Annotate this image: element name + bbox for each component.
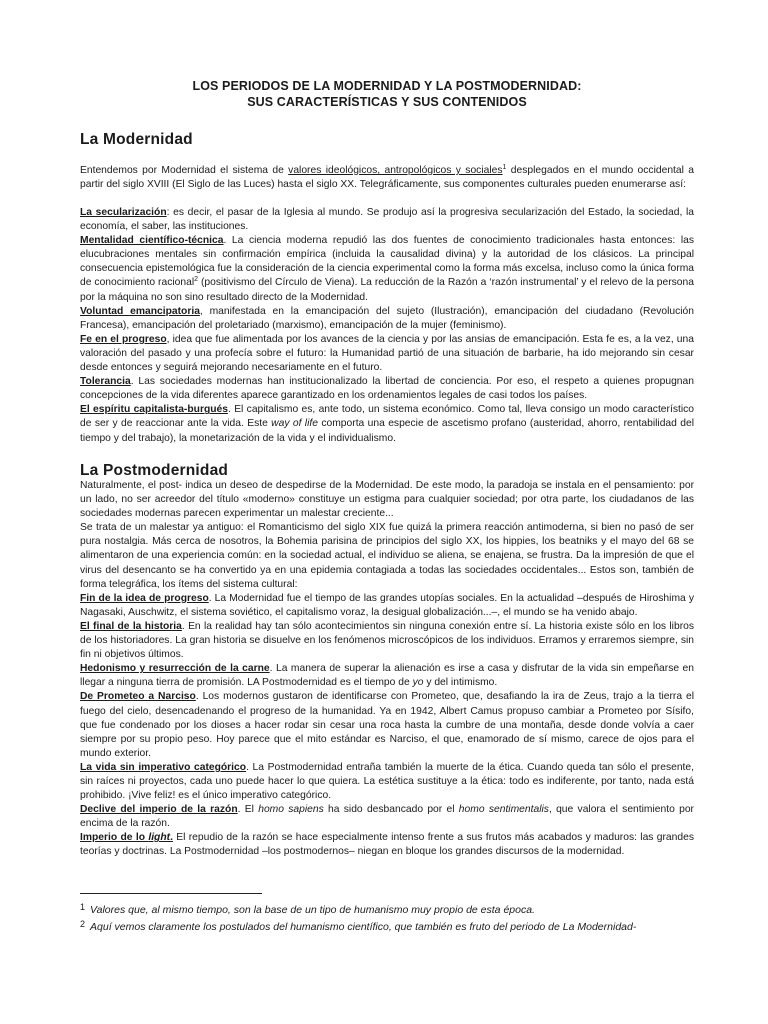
- footnote-ref-1: 1: [502, 164, 507, 171]
- footnote-1: 1 Valores que, al mismo tiempo, son la base de un tipo de humanismo muy propio de esta época.: [80, 902, 535, 916]
- list-item: La secularización: es decir, el pasar de la Iglesia al mundo. Se produjo así la progresiva secularización del Estado, la sociedad, la economía, el saber, las instituciones.: [80, 207, 694, 233]
- list-item: El espíritu capitalista-burgués. El capitalismo es, ante todo, un sistema económico. Como tal, lleva consigo un modo característico de ser y de reaccionar ante la vida. Este way of life comporta una especie de ascetismo profano (austeridad, ahorro, rentabilidad del tiempo y del trabajo), la monetarización de la vida y el individualismo.: [80, 404, 694, 444]
- list-item: Mentalidad científico-técnica. La ciencia moderna repudió las dos fuentes de conocimiento tradicionales hasta entonces: las elucubraciones mentales sin confirmación empírica (incluida la causalidad divina) y la autoridad de los clásicos. La principal consecuencia epistemológica fue la consideración de la ciencia experimental como la forma más excelsa, incluso como la única forma de conocimiento racional$^2$ (positivismo del Círculo de Viena). La reducción de la Razón a ‘razón instrumental’ y el relevo de la persona por la máquina no son sino resultado directo de la Modernidad.: [80, 235, 694, 303]
- footnote-divider: [80, 893, 262, 894]
- list-item: Declive del imperio de la razón. El homo sapiens ha sido desbancado por el homo sentimentalis, que valora el sentimiento por encima de la razón.: [80, 804, 694, 830]
- heading-postmodernidad: La Postmodernidad: [80, 462, 229, 479]
- footnote-2: 2 Aquí vemos claramente los postulados del humanismo científico, que también es fruto del periodo de La Modernidad-: [80, 919, 637, 933]
- title-line-1: LOS PERIODOS DE LA MODERNIDAD Y LA POSTMODERNIDAD:: [192, 79, 582, 93]
- list-item: Fin de la idea de progreso. La Modernidad fue el tiempo de las grandes utopías sociales. En la actualidad –después de Hiroshima y Nagasaki, Auschwitz, el sistema soviético, el capitalismo voraz, la desigual globalización...–, el mundo se ha venido abajo.: [80, 592, 694, 618]
- intro-underlined-phrase: valores ideológicos, antropológicos y sociales: [288, 165, 503, 176]
- document-title: [80, 78, 694, 110]
- footnote-ref-2: 2: [194, 276, 199, 284]
- paragraph: Naturalmente, el post- indica un deseo de despedirse de la Modernidad. De este modo, la paradoja se instala en el pensamiento: por un lado, no ser acreedor del título «moderno» constituye un estigma para cualquier sociedad; por otra parte, los ciudadanos de las sociedades modernas parecen experimentar un malestar creciente...: [80, 480, 694, 520]
- postmodernidad-body: [80, 479, 694, 860]
- list-item: Hedonismo y resurrección de la carne. La manera de superar la alienación es irse a casa y disfrutar de la vida sin empeñarse en llegar a ninguna tierra de promisión. LA Postmodernidad es el tiempo de yo y del intimismo.: [80, 663, 695, 689]
- modernidad-intro: Entendemos por Modernidad el sistema de valores ideológicos, antropológicos y sociales$^1$ desplegados en el mundo occidental a partir del siglo XVIII (El Siglo de las Luces) hasta el siglo XX. Telegráficamente, sus componentes culturales pueden enumerarse así:: [80, 164, 695, 191]
- list-item: La vida sin imperativo categórico. La Postmodernidad entraña también la muerte de la ética. Cuando queda tan sólo el presente, sin raíces ni proyectos, cada uno puede hacer lo que quiera. La estética sustituye a la ética: todo es indiferente, por tanto, nada está prohibido. ¡Vive feliz! es el único imperativo categórico.: [80, 761, 694, 802]
- list-item: El final de la historia. En la realidad hay tan sólo acontecimientos sin ninguna conexión entre sí. La historia existe sólo en los libros de los historiadores. La gran historia se disuelve en los fenómenos microscópicos de los individuos. Erramos y erraremos siempre, sin fin ni objetivos últimos.: [80, 620, 694, 661]
- heading-modernidad: La Modernidad: [80, 131, 193, 148]
- title-line-2: SUS CARACTERÍSTICAS Y SUS CONTENIDOS: [247, 95, 527, 109]
- paragraph: Se trata de un malestar ya antiguo: el Romanticismo del siglo XIX fue quizá la primera reacción antimoderna, si bien no pasó de ser pura nostalgia. Más cerca de nosotros, la Bohemia parisina de principios del siglo XX, los hippies, los beatniks y el mayo del 68 se alimentaron de una experiencia común: en la sociedad actual, el individuo se aliena, se enajena, se frustra. Da la impresión de que el virus del desencanto se ha convertido ya en una epidemia contagiada a todas las sociedades occidentales... Estos son, también de forma telegráfica, los ítems del sistema cultural:: [80, 522, 694, 590]
- list-item: Voluntad emancipatoria, manifestada en la emancipación del sujeto (Ilustración), emancipación del ciudadano (Revolución Francesa), emancipación del proletariado (marxismo), emancipación de la mujer (feminismo).: [80, 305, 694, 331]
- list-item: Fe en el progreso, idea que fue alimentada por los avances de la ciencia y por las ansias de emancipación. Esta fe es, a la vez, una valoración del pasado y una profecía sobre el futuro: la Humanidad partió de una situación de barbarie, ha ido mejorando sin cesar desde entonces y seguirá mejorando necesariamente en el futuro.: [80, 333, 694, 374]
- list-item: De Prometeo a Narciso. Los modernos gustaron de identificarse con Prometeo, que, desafiando la ira de Zeus, trajo a la tierra el fuego del cielo, desencadenando el progreso de la humanidad. Ya en 1942, Albert Camus propuso cambiar a Prometeo por Sísifo, que fue condenado por los dioses a hacer rodar sin cesar una roca hasta la cumbre de una montaña, desde donde volvía a caer siempre por su propio peso. Hoy parece que el mito estándar es Narciso, el que, enamorado de sí mismo, carece de ojos para el mundo exterior.: [80, 691, 694, 759]
- list-item: Imperio de lo light. El repudio de la razón se hace especialmente intenso frente a sus frutos más acabados y maduros: las grandes teorías y doctrinas. La Postmodernidad –los postmodernos– niegan en bloque los grandes discursos de la modernidad.: [80, 832, 694, 858]
- list-item: Tolerancia. Las sociedades modernas han institucionalizado la libertad de conciencia. Por eso, el respeto a quienes propugnan concepciones de la vida diferentes aparece garantizado en los ordenamientos legales de casi todos los países.: [80, 376, 694, 402]
- modernidad-list: [80, 206, 694, 446]
